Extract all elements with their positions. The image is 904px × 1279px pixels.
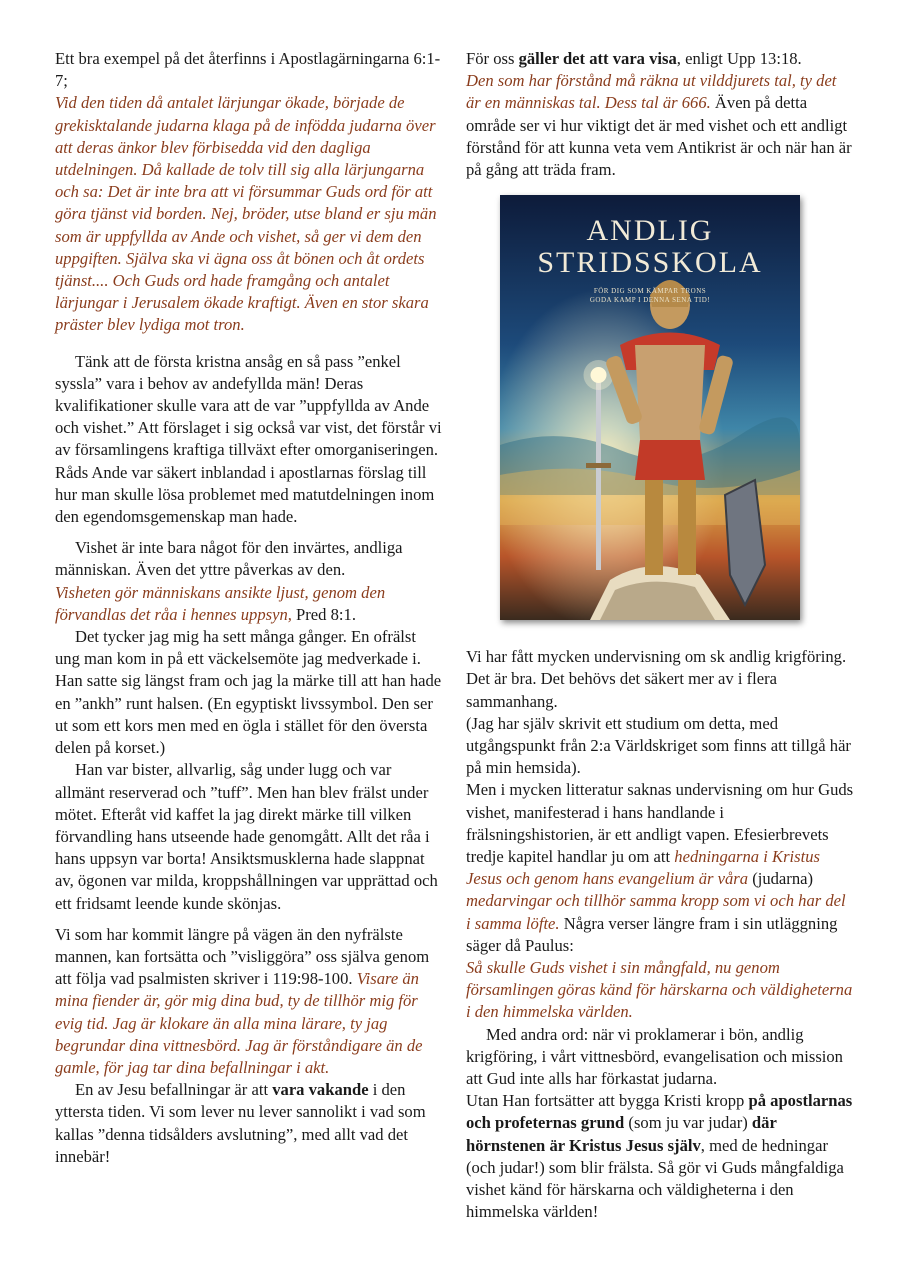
scripture-quote: Visare än mina fiender är, gör mig dina bud, ty de tillhör mig för evig tid. Jag är klokare än alla mina lärare, ty jag begrundar dina vittnesbörd. Jag är förståndigare än de gamle, för jag tar dina befallningar i akt.	[55, 969, 423, 1077]
paragraph: Han var bister, allvarlig, såg under lugg och var allmänt reserverad och ”tuff”. Men han blev frälst under mötet. Efteråt vid kaffet la jag direkt märke till vilken förvandling hans utseende hade genomgått. Allt det råa i hans uppsyn var borta! Ansiktsmusklerna hade slappnat av, ögonen var milda, kroppshållningen var upprättad och ett fridsamt leende kunde skönjas.	[55, 760, 438, 913]
paragraph-text: För oss	[466, 49, 519, 68]
paragraph: Med andra ord: när vi proklamerar i bön, andlig krigföring, i vårt vittnesbörd, evangelisation och mission att Gud inte alls har förkastat judarna.	[466, 1024, 843, 1089]
book-cover-image	[500, 195, 800, 620]
paragraph-text: , med de hedningar (och judar!) som blir frälsta. Så gör vi Guds mångfaldiga vishet känd för härskarna och väldigheterna i den himmelska världen!	[466, 1135, 844, 1222]
paragraph-text: Utan Han fortsätter att bygga Kristi kropp	[466, 1091, 749, 1111]
right-lower-text	[466, 646, 854, 1223]
scripture-quote: hedningarna i Kristus Jesus och genom hans evangelium är våra	[466, 847, 820, 889]
cover-title: ANDLIG STRIDSSKOLA	[537, 214, 763, 280]
emphasis: på apostlarnas och profeternas grund	[466, 1091, 853, 1133]
scripture-reference: Pred 8:1.	[291, 604, 356, 624]
paragraph	[55, 1079, 443, 1168]
cover-subtitle: FÖR DIG SOM KÄMPAR TRONS GODA KAMP I DENNA SENA TID!	[589, 287, 711, 305]
paragraph-text: Vi som har kommit längre på vägen än den nyfrälste mannen, kan fortsätta och ”visliggöra” oss själva genom att följa vad psalmisten skriver i 119:98-100.	[55, 924, 430, 989]
paragraph-text: Men i mycken litteratur saknas undervisning om hur Guds vishet, manifesterad i hans handlande i frälsningshistorien, är ett andligt vapen. Efesierbrevets tredje kapitel handlar ju om att	[466, 780, 854, 867]
left-column	[55, 48, 443, 1168]
paragraph-text: En av Jesu befallningar är att	[75, 1080, 273, 1100]
intro-text: Ett bra exempel på det återfinns i Apostlagärningarna 6:1-7;	[55, 49, 441, 91]
scripture-quote: Så skulle Guds vishet i sin mångfald, nu genom församlingen göras känd för härskarna och väldigheterna i den himmelska världen.	[466, 958, 853, 1022]
scripture-quote: medarvingar och tillhör samma kropp som vi och har del i samma löfte.	[466, 891, 846, 933]
paragraph-text: i den yttersta tiden. Vi som lever nu lever sannolikt i vad som kallas ”denna tidsålders avslutning”, med allt vad det innebär!	[55, 1080, 426, 1166]
paragraph	[55, 924, 443, 1079]
paragraph: (Jag har själv skrivit ett studium om detta, med utgångspunkt från 2:a Världskriget som finns att tillgå här på min hemsida).	[466, 713, 851, 778]
scripture-quote: Vid den tiden då antalet lärjungar ökade, började de grekisktalande judarna klaga på de infödda judarna över att deras änkor blev förbisedda vid den dagliga utdelningen. Då kallade de tolv till sig alla lärjungarna och sa: Det är inte bra att vi försummar Guds ord för att göra tjänst vid borden. Nej, bröder, utse bland er sju män som är uppfyllda av Ande och vishet, så ger vi dem den uppgiften. Själva ska vi ägna oss åt bönen och åt ordets tjänst.... Och Guds ord hade framgång och antalet lärjungar i Jerusalem ökade kraftigt. Även en stor skara präster blev lydiga mot tron.	[55, 93, 437, 335]
paragraph-text: , enligt Upp 13:18.	[676, 49, 802, 68]
paragraph-text: (judarna)	[748, 869, 814, 889]
paragraph	[466, 1090, 854, 1223]
paragraph	[466, 48, 854, 181]
paragraph: Vi har fått mycken undervisning om sk andlig krigföring. Det är bra. Det behövs det säkert mer av i flera sammanhang.	[466, 647, 847, 711]
right-column	[466, 48, 854, 1224]
paragraph-text: Även på detta område ser vi hur viktigt det är med vishet och ett andligt förstånd för att kunna veta vem Antikrist är och när han är på gång att träda fram.	[466, 93, 852, 180]
emphasis: gäller det att vara visa	[518, 49, 677, 68]
emphasis: vara vakande	[272, 1080, 369, 1100]
emphasis: där hörnstenen är Kristus Jesus själv	[466, 1113, 777, 1155]
paragraph	[55, 537, 443, 626]
paragraph-text: Några verser längre fram i sin utläggning säger då Paulus:	[466, 913, 838, 955]
scripture-quote: Visheten gör människans ansikte ljust, genom den förvandlas det råa i hennes uppsyn,	[55, 582, 386, 624]
paragraph-text: (som ju var judar)	[624, 1113, 752, 1133]
paragraph-text: Vishet är inte bara något för den invärtes, andliga människan. Även det yttre påverkas av den.	[55, 538, 403, 580]
paragraph: Det tycker jag mig ha sett många gånger. En ofrälst ung man kom in på ett väckelsemöte jag medverkade i. Han satte sig längst fram och jag la märke till att han hade en ”ankh” runt halsen. (En egyptiskt livssymbol. Den ser ut som ett kors men med en ögla i stället för den översta delen på korset.)	[55, 627, 442, 758]
paragraph	[466, 779, 854, 957]
paragraph: Tänk att de första kristna ansåg en så pass ”enkel syssla” vara i behov av andefyllda män! Deras kvalifikationer skulle vara att de var ”uppfyllda av Ande och vishet.” Att förslaget i sig också var vist, det förstår vi av församlingens kraftiga tillväxt efter omorganiseringen. Råds Ande var säkert inblandad i apostlarnas förslag till hur man skulle lösa problemet med matutdelningen inom den egendomsgemenskap man hade.	[55, 351, 442, 527]
paragraph-intro	[55, 48, 443, 337]
scripture-quote: Den som har förstånd må räkna ut vilddjurets tal, ty det är en människas tal. Dess tal är 666.	[466, 71, 837, 113]
